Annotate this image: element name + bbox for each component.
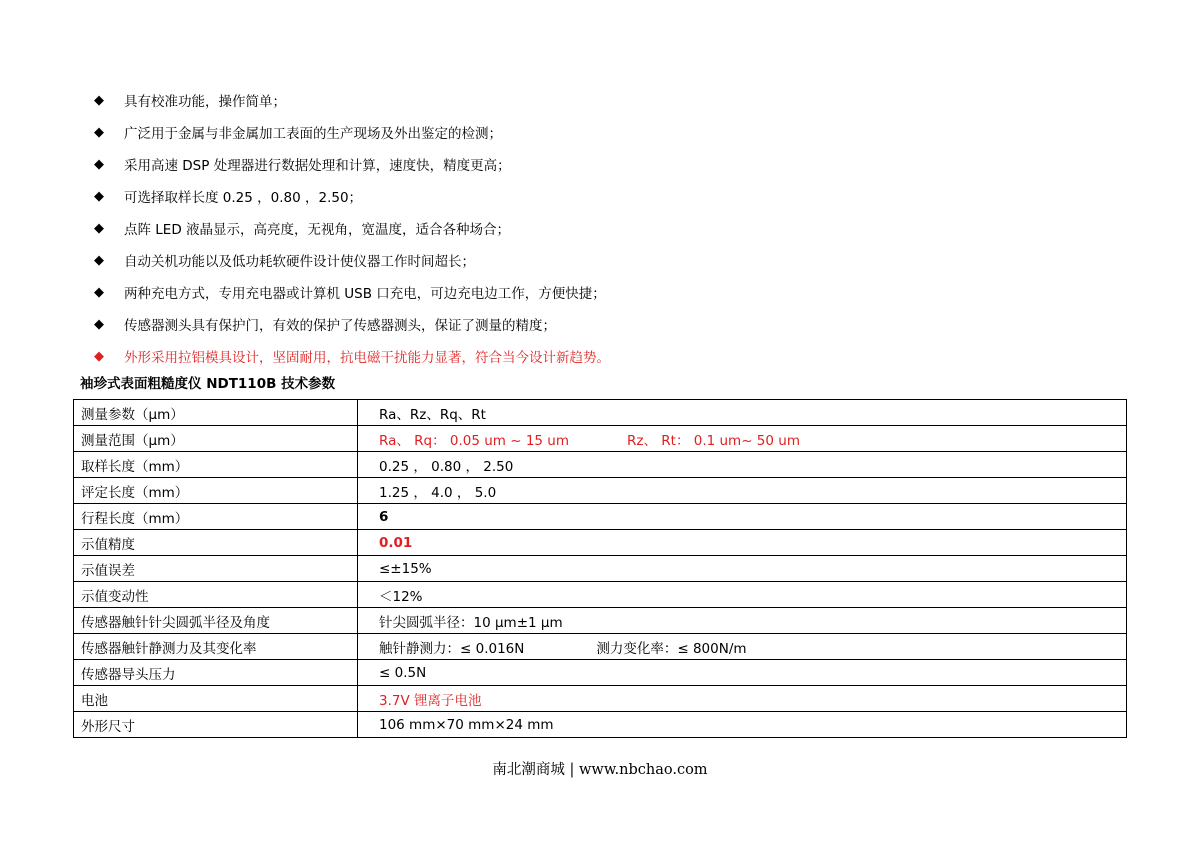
- param-name: 评定长度（mm）: [74, 478, 358, 504]
- page-footer: 南北潮商城 | www.nbchao.com: [492, 762, 708, 778]
- force-change-rate: 测力变化率：≤ 800N/m: [596, 640, 747, 657]
- param-name: 测量范围（μm）: [74, 426, 358, 452]
- feature-text: 传感器测头具有保护门，有效的保护了传感器测头，保证了测量的精度；: [124, 318, 556, 334]
- feature-item: [94, 244, 1134, 276]
- feature-item: [94, 212, 1134, 244]
- table-row: [74, 712, 1127, 738]
- param-name: 传感器导头压力: [74, 660, 358, 686]
- diamond-bullet-icon: ◆: [94, 124, 104, 140]
- param-name: 取样长度（mm）: [74, 452, 358, 478]
- param-value: 1.25 ， 4.0 ， 5.0: [358, 478, 1127, 504]
- diamond-bullet-icon: ◆: [94, 348, 104, 364]
- param-name: 示值变动性: [74, 582, 358, 608]
- param-name: 电池: [74, 686, 358, 712]
- param-name: 传感器触针静测力及其变化率: [74, 634, 358, 660]
- spec-table: [73, 399, 1127, 738]
- table-row: [74, 478, 1127, 504]
- table-row: [74, 530, 1127, 556]
- diamond-bullet-icon: ◆: [94, 316, 104, 332]
- table-row: [74, 504, 1127, 530]
- table-row: [74, 608, 1127, 634]
- feature-item: [94, 276, 1134, 308]
- param-value: [358, 426, 1127, 452]
- table-row: [74, 634, 1127, 660]
- feature-text: 自动关机功能以及低功耗软硬件设计使仪器工作时间超长；: [124, 254, 475, 270]
- feature-item: [94, 180, 1134, 212]
- param-name: 传感器触针针尖圆弧半径及角度: [74, 608, 358, 634]
- spec-table-title: 袖珍式表面粗糙度仪 NDT110B 技术参数: [80, 376, 336, 392]
- feature-text: 外形采用拉铝模具设计，坚固耐用，抗电磁干扰能力显著，符合当今设计新趋势。: [124, 350, 610, 366]
- feature-text: 具有校准功能，操作简单；: [124, 94, 286, 110]
- table-row: [74, 556, 1127, 582]
- param-value: 3.7V 锂离子电池: [358, 686, 1127, 712]
- feature-text: 两种充电方式，专用充电器或计算机 USB 口充电，可边充电边工作，方便快捷；: [124, 286, 606, 302]
- table-row: [74, 660, 1127, 686]
- range-rz-rt: Rz、 Rt： 0.1 um~ 50 um: [627, 432, 800, 449]
- range-ra-rq: Ra、 Rq： 0.05 um ~ 15 um: [379, 432, 570, 449]
- param-value: 0.01: [358, 530, 1127, 556]
- feature-text: 点阵 LED 液晶显示，高亮度，无视角，宽温度，适合各种场合；: [124, 222, 511, 238]
- param-value: ≤±15%: [358, 556, 1127, 582]
- param-value: 106 mm×70 mm×24 mm: [358, 712, 1127, 738]
- diamond-bullet-icon: ◆: [94, 156, 104, 172]
- diamond-bullet-icon: ◆: [94, 220, 104, 236]
- feature-item: [94, 116, 1134, 148]
- diamond-bullet-icon: ◆: [94, 284, 104, 300]
- param-value: 针尖圆弧半径：10 μm±1 μm: [358, 608, 1127, 634]
- feature-text: 可选择取样长度 0.25 ，0.80 ，2.50；: [124, 190, 363, 206]
- feature-item: [94, 148, 1134, 180]
- param-name: 行程长度（mm）: [74, 504, 358, 530]
- table-row: [74, 426, 1127, 452]
- static-force: 触针静测力：≤ 0.016N: [379, 640, 525, 657]
- param-name: 外形尺寸: [74, 712, 358, 738]
- diamond-bullet-icon: ◆: [94, 252, 104, 268]
- diamond-bullet-icon: ◆: [94, 188, 104, 204]
- table-row: [74, 452, 1127, 478]
- table-row: [74, 400, 1127, 426]
- diamond-bullet-icon: ◆: [94, 92, 104, 108]
- feature-item-highlighted: [94, 340, 1134, 372]
- param-name: 示值误差: [74, 556, 358, 582]
- feature-item: [94, 308, 1134, 340]
- feature-text: 采用高速 DSP 处理器进行数据处理和计算，速度快，精度更高；: [124, 158, 511, 174]
- param-value: [358, 634, 1127, 660]
- feature-list: [94, 84, 1134, 372]
- table-row: [74, 686, 1127, 712]
- feature-text: 广泛用于金属与非金属加工表面的生产现场及外出鉴定的检测；: [124, 126, 502, 142]
- param-value: 6: [358, 504, 1127, 530]
- param-value: Ra、Rz、Rq、Rt: [358, 400, 1127, 426]
- table-row: [74, 582, 1127, 608]
- param-name: 测量参数（μm）: [74, 400, 358, 426]
- param-name: 示值精度: [74, 530, 358, 556]
- param-value: 0.25 ， 0.80 ， 2.50: [358, 452, 1127, 478]
- param-value: ＜12%: [358, 582, 1127, 608]
- feature-item: [94, 84, 1134, 116]
- param-value: ≤ 0.5N: [358, 660, 1127, 686]
